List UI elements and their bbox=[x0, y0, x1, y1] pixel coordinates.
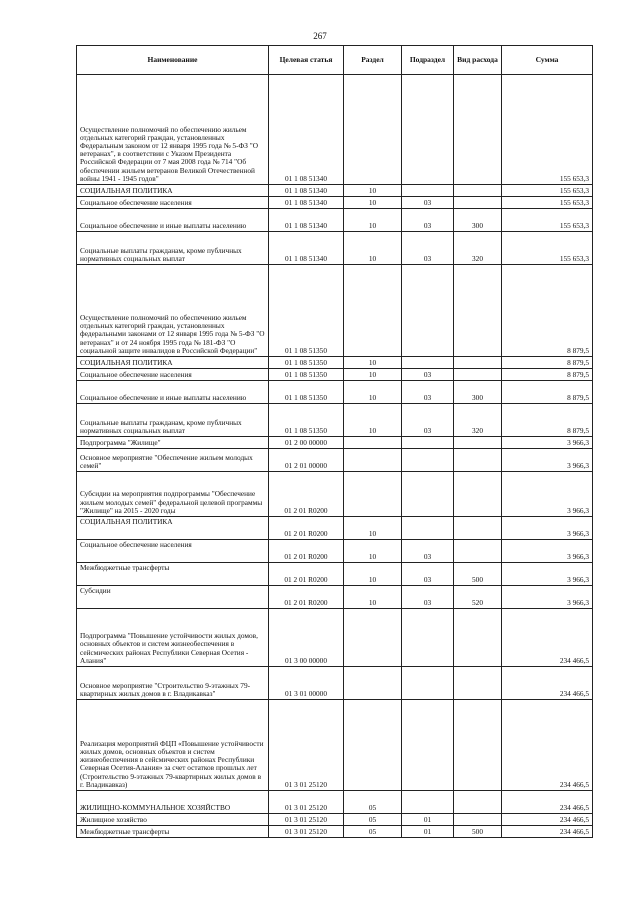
row-name-cell: СОЦИАЛЬНАЯ ПОЛИТИКА bbox=[77, 357, 269, 369]
table-row bbox=[77, 404, 593, 437]
row-subsection-cell: 03 bbox=[402, 197, 454, 209]
row-expense-type-cell bbox=[454, 75, 502, 185]
row-section-cell: 10 bbox=[344, 586, 402, 609]
row-section-cell: 10 bbox=[344, 357, 402, 369]
table-row bbox=[77, 369, 593, 381]
row-name-cell: Подпрограмма "Повышение устойчивости жилых домов, основных объектов и систем жизнеобеспечения в сейсмических районах Республики Северная Осетия - Алания" bbox=[77, 609, 269, 667]
row-section-cell bbox=[344, 700, 402, 791]
row-sum-cell: 3 966,3 bbox=[502, 540, 593, 563]
row-sum-cell: 3 966,3 bbox=[502, 437, 593, 449]
row-name-cell: Субсидии bbox=[77, 586, 269, 609]
table-row bbox=[77, 381, 593, 404]
row-name-cell: Основное мероприятие "Строительство 9-этажных 79-квартирных жилых домов в г. Владикавказ" bbox=[77, 667, 269, 700]
row-section-cell bbox=[344, 265, 402, 357]
row-subsection-cell: 03 bbox=[402, 586, 454, 609]
row-code-cell: 01 2 00 00000 bbox=[269, 437, 344, 449]
row-subsection-cell: 01 bbox=[402, 814, 454, 826]
row-sum-cell: 155 653,3 bbox=[502, 185, 593, 197]
row-expense-type-cell bbox=[454, 814, 502, 826]
row-expense-type-cell: 520 bbox=[454, 586, 502, 609]
row-subsection-cell bbox=[402, 700, 454, 791]
row-expense-type-cell: 320 bbox=[454, 404, 502, 437]
row-subsection-cell: 03 bbox=[402, 232, 454, 265]
row-section-cell: 10 bbox=[344, 404, 402, 437]
page-number: 267 bbox=[313, 31, 327, 41]
table-row bbox=[77, 586, 593, 609]
row-subsection-cell bbox=[402, 609, 454, 667]
row-section-cell: 05 bbox=[344, 791, 402, 814]
row-section-cell: 10 bbox=[344, 232, 402, 265]
row-section-cell: 05 bbox=[344, 814, 402, 826]
row-section-cell: 10 bbox=[344, 517, 402, 540]
row-subsection-cell bbox=[402, 667, 454, 700]
row-section-cell: 10 bbox=[344, 540, 402, 563]
header-name: Наименование bbox=[77, 46, 269, 75]
row-expense-type-cell bbox=[454, 517, 502, 540]
row-sum-cell: 234 466,5 bbox=[502, 667, 593, 700]
row-name-cell: Социальное обеспечение и иные выплаты населению bbox=[77, 209, 269, 232]
row-sum-cell: 155 653,3 bbox=[502, 75, 593, 185]
row-section-cell bbox=[344, 667, 402, 700]
row-code-cell: 01 3 01 25120 bbox=[269, 791, 344, 814]
row-code-cell: 01 2 01 R0200 bbox=[269, 586, 344, 609]
row-expense-type-cell: 500 bbox=[454, 563, 502, 586]
row-code-cell: 01 3 01 25120 bbox=[269, 700, 344, 791]
table-header-row bbox=[77, 46, 593, 75]
row-expense-type-cell bbox=[454, 472, 502, 517]
row-code-cell: 01 2 01 R0200 bbox=[269, 472, 344, 517]
row-expense-type-cell bbox=[454, 437, 502, 449]
row-code-cell: 01 1 08 51340 bbox=[269, 209, 344, 232]
row-code-cell: 01 2 01 R0200 bbox=[269, 540, 344, 563]
row-code-cell: 01 1 08 51340 bbox=[269, 185, 344, 197]
row-code-cell: 01 1 08 51340 bbox=[269, 75, 344, 185]
row-sum-cell: 3 966,3 bbox=[502, 563, 593, 586]
row-sum-cell: 3 966,3 bbox=[502, 472, 593, 517]
row-section-cell bbox=[344, 609, 402, 667]
row-code-cell: 01 2 01 R0200 bbox=[269, 517, 344, 540]
row-subsection-cell: 01 bbox=[402, 826, 454, 838]
row-expense-type-cell: 300 bbox=[454, 381, 502, 404]
row-code-cell: 01 3 01 25120 bbox=[269, 814, 344, 826]
row-subsection-cell bbox=[402, 791, 454, 814]
row-subsection-cell bbox=[402, 357, 454, 369]
row-sum-cell: 234 466,5 bbox=[502, 826, 593, 838]
header-code: Целевая статья bbox=[269, 46, 344, 75]
row-expense-type-cell bbox=[454, 667, 502, 700]
row-expense-type-cell bbox=[454, 449, 502, 472]
row-name-cell: Социальные выплаты гражданам, кроме публичных нормативных социальных выплат bbox=[77, 232, 269, 265]
row-subsection-cell: 03 bbox=[402, 369, 454, 381]
row-expense-type-cell bbox=[454, 540, 502, 563]
row-name-cell: СОЦИАЛЬНАЯ ПОЛИТИКА bbox=[77, 517, 269, 540]
row-code-cell: 01 2 01 00000 bbox=[269, 449, 344, 472]
row-section-cell bbox=[344, 472, 402, 517]
table-row bbox=[77, 517, 593, 540]
row-sum-cell: 155 653,3 bbox=[502, 209, 593, 232]
table-row bbox=[77, 232, 593, 265]
table-row bbox=[77, 185, 593, 197]
row-subsection-cell bbox=[402, 472, 454, 517]
row-sum-cell: 8 879,5 bbox=[502, 404, 593, 437]
row-name-cell: Реализация мероприятий ФЦП «Повышение устойчивости жилых домов, основных объектов и систем жизнеобеспечения в сейсмических районах Республики Северная Осетия-Алания» за счет остатков прошлых лет (Строительство 9-этажных 79-квартирных жилых домов в г. Владикавказ) bbox=[77, 700, 269, 791]
row-code-cell: 01 3 01 00000 bbox=[269, 667, 344, 700]
row-subsection-cell: 03 bbox=[402, 404, 454, 437]
header-subsection: Подраздел bbox=[402, 46, 454, 75]
row-sum-cell: 3 966,3 bbox=[502, 586, 593, 609]
row-subsection-cell bbox=[402, 449, 454, 472]
row-sum-cell: 8 879,5 bbox=[502, 369, 593, 381]
header-section: Раздел bbox=[344, 46, 402, 75]
row-sum-cell: 234 466,5 bbox=[502, 700, 593, 791]
row-subsection-cell: 03 bbox=[402, 209, 454, 232]
row-sum-cell: 234 466,5 bbox=[502, 609, 593, 667]
row-sum-cell: 234 466,5 bbox=[502, 814, 593, 826]
row-expense-type-cell bbox=[454, 369, 502, 381]
row-code-cell: 01 1 08 51350 bbox=[269, 369, 344, 381]
row-subsection-cell bbox=[402, 437, 454, 449]
row-name-cell: Социальное обеспечение населения bbox=[77, 197, 269, 209]
row-name-cell: Социальное обеспечение населения bbox=[77, 369, 269, 381]
row-section-cell: 10 bbox=[344, 369, 402, 381]
row-section-cell: 10 bbox=[344, 197, 402, 209]
row-expense-type-cell: 500 bbox=[454, 826, 502, 838]
row-expense-type-cell bbox=[454, 357, 502, 369]
row-code-cell: 01 1 08 51350 bbox=[269, 404, 344, 437]
row-subsection-cell: 03 bbox=[402, 563, 454, 586]
row-name-cell: Осуществление полномочий по обеспечению жильем отдельных категорий граждан, установленных федеральными законами от 12 января 1995 года № 5-ФЗ "О ветеранах" и от 24 ноября 1995 года № 181-ФЗ "О социальной защите инвалидов в Российской Федерации" bbox=[77, 265, 269, 357]
row-section-cell: 05 bbox=[344, 826, 402, 838]
row-expense-type-cell bbox=[454, 265, 502, 357]
row-subsection-cell bbox=[402, 517, 454, 540]
table-row bbox=[77, 357, 593, 369]
table-row bbox=[77, 609, 593, 667]
row-sum-cell: 8 879,5 bbox=[502, 381, 593, 404]
row-name-cell: Социальное обеспечение населения bbox=[77, 540, 269, 563]
row-name-cell: Субсидии на мероприятия подпрограммы "Обеспечение жильем молодых семей" федеральной целевой программы "Жилище" на 2015 - 2020 годы bbox=[77, 472, 269, 517]
row-name-cell: Межбюджетные трансферты bbox=[77, 563, 269, 586]
table-row bbox=[77, 265, 593, 357]
table-row bbox=[77, 826, 593, 838]
table-row bbox=[77, 437, 593, 449]
row-subsection-cell: 03 bbox=[402, 540, 454, 563]
row-name-cell: Осуществление полномочий по обеспечению жильем отдельных категорий граждан, установленных Федеральным законом от 12 января 1995 года № 5-ФЗ "О ветеранах", в соответствии с Указом Президента Российской Федерации от 7 мая 2008 года № 714 "Об обеспечении жильем ветеранов Великой Отечественной войны 1941 - 1945 годов" bbox=[77, 75, 269, 185]
row-section-cell: 10 bbox=[344, 381, 402, 404]
row-section-cell bbox=[344, 75, 402, 185]
row-sum-cell: 8 879,5 bbox=[502, 265, 593, 357]
table-row bbox=[77, 449, 593, 472]
table-row bbox=[77, 563, 593, 586]
row-sum-cell: 155 653,3 bbox=[502, 197, 593, 209]
row-expense-type-cell bbox=[454, 609, 502, 667]
row-subsection-cell bbox=[402, 185, 454, 197]
row-subsection-cell bbox=[402, 265, 454, 357]
header-sum: Сумма bbox=[502, 46, 593, 75]
table-row bbox=[77, 791, 593, 814]
row-code-cell: 01 1 08 51340 bbox=[269, 232, 344, 265]
row-sum-cell: 3 966,3 bbox=[502, 517, 593, 540]
row-section-cell bbox=[344, 449, 402, 472]
row-code-cell: 01 3 00 00000 bbox=[269, 609, 344, 667]
row-expense-type-cell bbox=[454, 700, 502, 791]
table-row bbox=[77, 472, 593, 517]
table-row bbox=[77, 75, 593, 185]
header-expense-type: Вид расхода bbox=[454, 46, 502, 75]
row-sum-cell: 3 966,3 bbox=[502, 449, 593, 472]
table-row bbox=[77, 209, 593, 232]
row-section-cell: 10 bbox=[344, 563, 402, 586]
row-expense-type-cell: 320 bbox=[454, 232, 502, 265]
table-row bbox=[77, 197, 593, 209]
row-code-cell: 01 1 08 51350 bbox=[269, 381, 344, 404]
table-row bbox=[77, 700, 593, 791]
row-section-cell: 10 bbox=[344, 209, 402, 232]
table-row bbox=[77, 667, 593, 700]
row-subsection-cell bbox=[402, 75, 454, 185]
row-code-cell: 01 1 08 51350 bbox=[269, 265, 344, 357]
budget-table bbox=[76, 45, 593, 838]
row-code-cell: 01 1 08 51340 bbox=[269, 197, 344, 209]
row-expense-type-cell bbox=[454, 791, 502, 814]
row-name-cell: ЖИЛИЩНО-КОММУНАЛЬНОЕ ХОЗЯЙСТВО bbox=[77, 791, 269, 814]
row-section-cell bbox=[344, 437, 402, 449]
row-name-cell: Социальное обеспечение и иные выплаты населению bbox=[77, 381, 269, 404]
row-name-cell: Жилищное хозяйство bbox=[77, 814, 269, 826]
row-expense-type-cell bbox=[454, 197, 502, 209]
row-sum-cell: 234 466,5 bbox=[502, 791, 593, 814]
row-subsection-cell: 03 bbox=[402, 381, 454, 404]
row-code-cell: 01 1 08 51350 bbox=[269, 357, 344, 369]
row-section-cell: 10 bbox=[344, 185, 402, 197]
table-row bbox=[77, 540, 593, 563]
row-expense-type-cell: 300 bbox=[454, 209, 502, 232]
table-body bbox=[77, 75, 593, 838]
row-code-cell: 01 3 01 25120 bbox=[269, 826, 344, 838]
row-sum-cell: 8 879,5 bbox=[502, 357, 593, 369]
row-expense-type-cell bbox=[454, 185, 502, 197]
row-name-cell: Основное мероприятие "Обеспечение жильем молодых семей" bbox=[77, 449, 269, 472]
row-sum-cell: 155 653,3 bbox=[502, 232, 593, 265]
table-row bbox=[77, 814, 593, 826]
row-name-cell: Социальные выплаты гражданам, кроме публичных нормативных социальных выплат bbox=[77, 404, 269, 437]
row-name-cell: СОЦИАЛЬНАЯ ПОЛИТИКА bbox=[77, 185, 269, 197]
row-name-cell: Подпрограмма "Жилище" bbox=[77, 437, 269, 449]
row-name-cell: Межбюджетные трансферты bbox=[77, 826, 269, 838]
row-code-cell: 01 2 01 R0200 bbox=[269, 563, 344, 586]
